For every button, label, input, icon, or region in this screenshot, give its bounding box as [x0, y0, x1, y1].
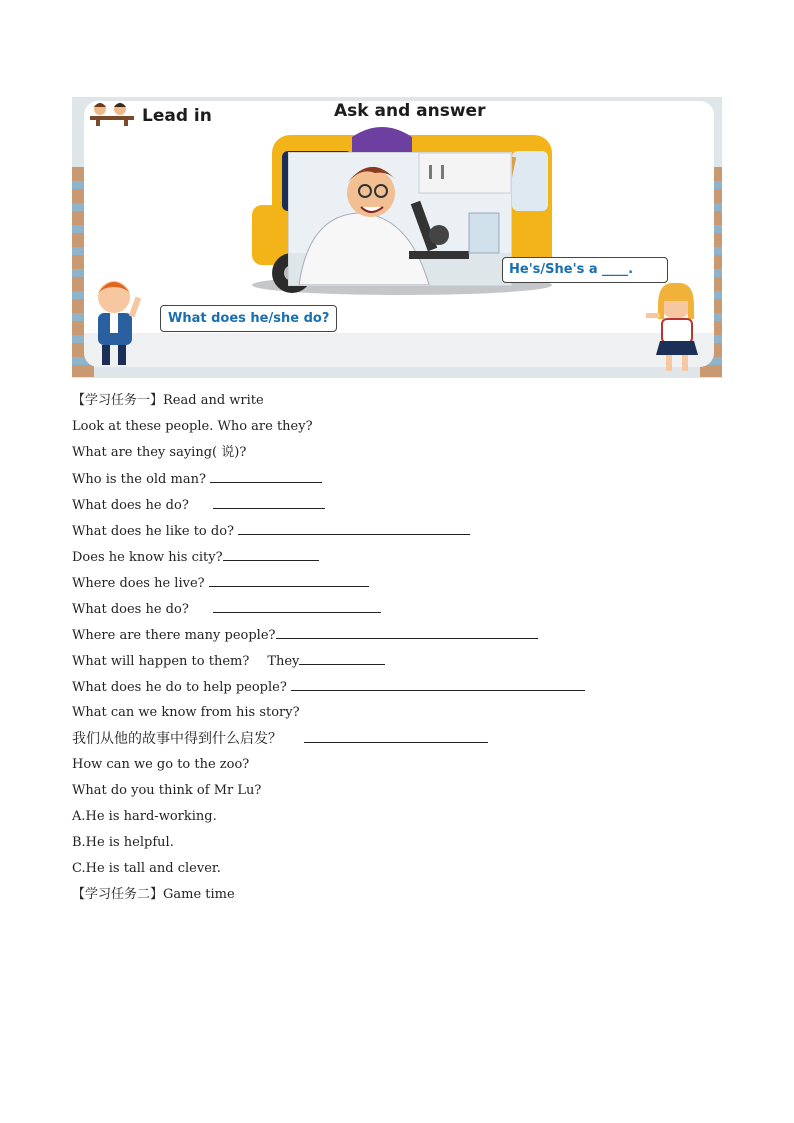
question-text: Where are there many people?: [72, 628, 276, 643]
option-c[interactable]: [72, 858, 732, 884]
answer-blank[interactable]: [238, 520, 470, 535]
question-text: Who is the old man?: [72, 472, 211, 487]
scientist-with-microscope-image: [289, 153, 511, 285]
option-b[interactable]: [72, 832, 732, 858]
answer-blank[interactable]: [210, 468, 322, 483]
option-text: A.He is hard-working.: [72, 809, 217, 824]
task2-label: Game time: [163, 887, 235, 902]
question-line: [72, 754, 732, 780]
question-text: What do you think of Mr Lu?: [72, 783, 262, 798]
question-line: [72, 520, 732, 546]
street-strip: [84, 333, 714, 367]
question-line: [72, 416, 732, 442]
question-text: What does he do to help people?: [72, 680, 291, 695]
question-text: What will happen to them?: [72, 654, 250, 669]
answer-blank[interactable]: [213, 598, 381, 613]
question-line: [72, 572, 732, 598]
question-text: )?: [234, 445, 247, 460]
boy-character: [86, 277, 146, 369]
ask-and-answer-title: Ask and answer: [334, 101, 486, 121]
question-line: [72, 702, 732, 728]
question-text: Where does he live?: [72, 576, 209, 591]
task2-bracket-title: 【学习任务二】: [72, 887, 164, 902]
option-text: C.He is tall and clever.: [72, 861, 221, 876]
question-line: [72, 650, 732, 676]
question-line: [72, 624, 732, 650]
answer-speech-bubble: He's/She's a ____.: [502, 257, 668, 283]
question-line: [72, 546, 732, 572]
question-line: [72, 676, 732, 702]
question-text: What are they saying(: [72, 445, 222, 460]
question-text-cn: 说: [221, 445, 235, 460]
question-text: What does he do?: [72, 498, 189, 513]
question-line: [72, 780, 732, 806]
question-line: [72, 728, 732, 754]
question-speech-bubble: What does he/she do?: [160, 305, 337, 332]
lead-in-illustration: [72, 97, 722, 378]
answer-blank[interactable]: [223, 546, 319, 561]
question-text: How can we go to the zoo?: [72, 757, 250, 772]
task1-bracket-title: 【学习任务一】: [72, 393, 164, 408]
option-text: B.He is helpful.: [72, 835, 174, 850]
answer-blank[interactable]: [213, 494, 325, 509]
task1-label: Read and write: [163, 393, 264, 408]
task2-heading: [72, 884, 732, 910]
lead-in-label: Lead in: [142, 106, 212, 126]
kids-reading-icon: [88, 101, 138, 127]
answer-blank[interactable]: [291, 676, 585, 691]
option-a[interactable]: [72, 806, 732, 832]
question-line: [72, 442, 732, 468]
question-text: What does he do?: [72, 602, 189, 617]
question-text: Look at these people. Who are they?: [72, 419, 313, 434]
answer-blank[interactable]: [276, 624, 538, 639]
question-line: [72, 494, 732, 520]
answer-blank[interactable]: [304, 728, 488, 743]
girl-character: [642, 283, 712, 373]
answer-prefix: They: [267, 654, 300, 669]
scientist-photo: [289, 153, 511, 285]
question-line: [72, 598, 732, 624]
question-line: [72, 468, 732, 494]
question-text: What can we know from his story?: [72, 705, 300, 720]
question-text-cn: 我们从他的故事中得到什么启发？: [72, 731, 282, 747]
worksheet: [72, 390, 732, 910]
answer-blank[interactable]: [209, 572, 369, 587]
answer-blank[interactable]: [299, 650, 385, 665]
task1-heading: [72, 390, 732, 416]
question-text: Does he know his city?: [72, 550, 223, 565]
question-text: What does he like to do?: [72, 524, 239, 539]
